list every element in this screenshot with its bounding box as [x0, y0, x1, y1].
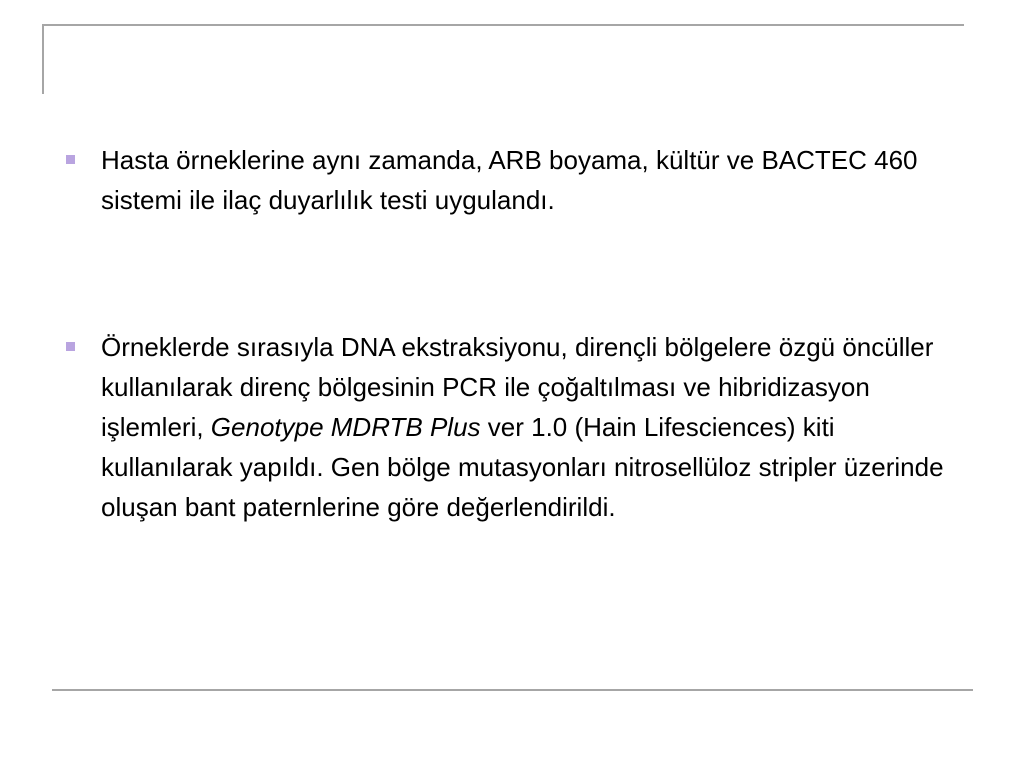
bottom-divider-line: [52, 689, 973, 691]
bullet-item-2: [66, 327, 966, 527]
left-frame-line: [42, 24, 44, 94]
top-frame-line: [42, 24, 964, 26]
square-bullet-icon: [66, 155, 75, 164]
bullet-text-2-part-2: ver 1.0 (Hain Lifesciences) kiti kullanılarak yapıldı. Gen bölge mutasyonları nitrosellüloz stripler üzerinde oluşan bant paternlerine göre değerlendirildi.: [101, 412, 944, 522]
square-bullet-icon: [66, 342, 75, 351]
bullet-text-1: Hasta örneklerine aynı zamanda, ARB boyama, kültür ve BACTEC 460 sistemi ile ilaç duyarlılık testi uygulandı.: [101, 145, 918, 215]
bullet-text-2: [101, 327, 966, 527]
bullet-text-2-part-1: Örneklerde sırasıyla DNA ekstraksiyonu, dirençli bölgelere özgü öncüller kullanılarak direnç bölgesinin PCR ile çoğaltılması ve hibridizasyon işlemleri,: [101, 332, 934, 442]
product-name-italic: Genotype MDRTB Plus: [210, 412, 481, 442]
bullet-item-1: [66, 140, 966, 220]
